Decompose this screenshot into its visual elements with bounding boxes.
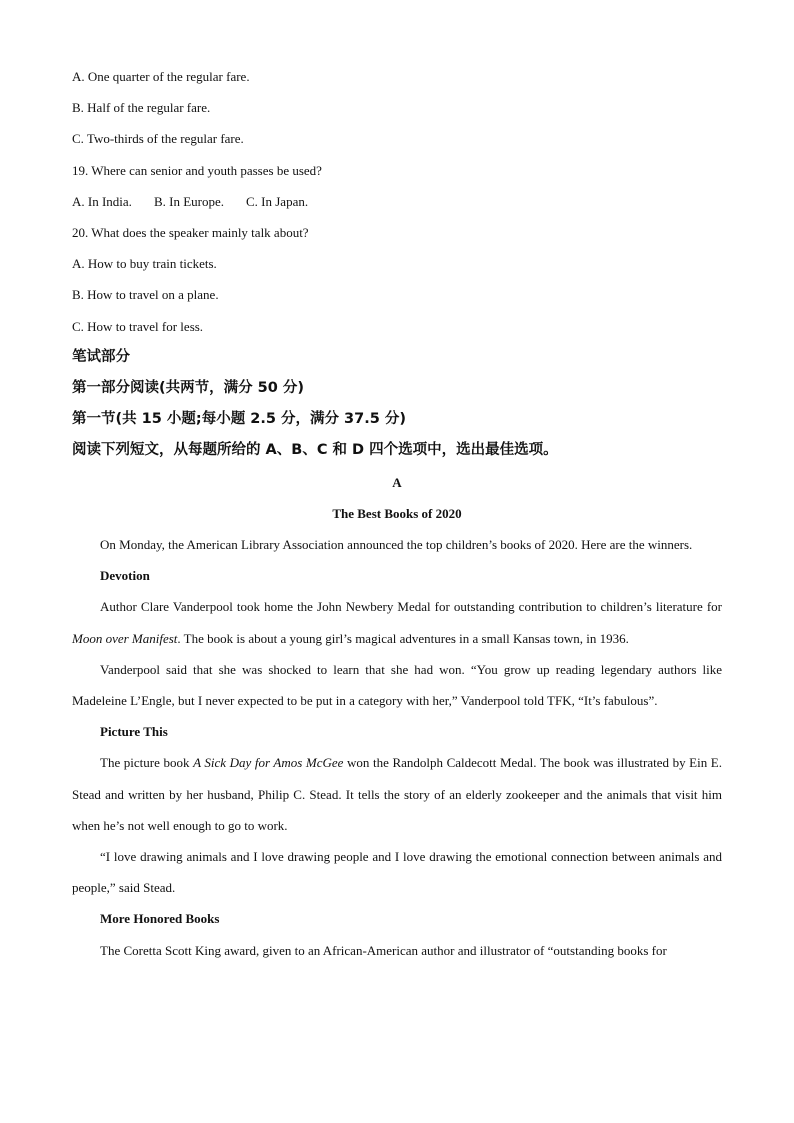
section-heading-devotion: Devotion [100, 568, 150, 584]
picture-this-paragraph-1 [72, 747, 722, 841]
devotion-p1-text-b: . The book is about a young girl’s magical adventures in a small Kansas town, in 1936. [177, 630, 629, 646]
devotion-paragraph-2: Vanderpool said that she was shocked to learn that she had won. “You grow up reading legendary authors like Madeleine L’Engle, but I never expected to be put in a category with her,” Vanderpool told TFK, “It’s fabulous”. [72, 661, 722, 709]
q19-question: 19. Where can senior and youth passes be used? [72, 162, 322, 178]
reading-part-title: 第一部分阅读(共两节，满分 50 分) [72, 380, 305, 397]
book-title-amos-mcgee: A Sick Day for Amos McGee [193, 755, 344, 771]
book-title-moon-over-manifest: Moon over Manifest [72, 630, 178, 646]
q20-option-b: B. How to travel on a plane. [72, 287, 219, 303]
q20-question: 20. What does the speaker mainly talk about? [72, 225, 309, 241]
section-heading-picture-this: Picture This [100, 724, 168, 740]
q20-option-a: A. How to buy train tickets. [72, 256, 217, 272]
q19-option-b: B. In Europe. [153, 193, 224, 209]
q20-option-c: C. How to travel for less. [72, 318, 204, 334]
picture-this-paragraph-2: “I love drawing animals and I love drawing people and I love drawing the emotional connection between animals and people,” said Stead. [72, 849, 722, 896]
passage-title: The Best Books of 2020 [332, 505, 462, 521]
q18-option-a: A. One quarter of the regular fare. [72, 69, 250, 84]
document-page [72, 61, 722, 966]
picture-p1-text-b: won the Randolph Caldecott Medal. The book was illustrated by Ein E. Stead and written by her husband, Philip C. Stead. It tells the story of an elderly zookeeper and the animals that visit him when he’s not well enough to go to work. [72, 755, 722, 833]
passage-intro: On Monday, the American Library Association announced the top children’s books of 2020. Here are the winners. [100, 537, 693, 553]
q19-option-c: C. In Japan. [245, 193, 309, 209]
passage-letter: A [392, 474, 402, 490]
more-honored-paragraph-1: The Coretta Scott King award, given to an African-American author and illustrator of “outstanding books for [100, 942, 667, 958]
q18-option-c: C. Two-thirds of the regular fare. [72, 131, 244, 147]
devotion-paragraph-1 [72, 591, 722, 653]
section-heading-more-honored-books: More Honored Books [100, 911, 220, 927]
q18-option-b: B. Half of the regular fare. [72, 100, 211, 116]
q19-option-a: A. In India. [72, 193, 132, 209]
picture-p1-text-a: The picture book [100, 755, 194, 771]
subsection-title: 第一节(共 15 小题;每小题 2.5 分，满分 37.5 分) [72, 411, 406, 428]
q19-options [72, 186, 722, 217]
devotion-p1-text-a: Author Clare Vanderpool took home the John Newbery Medal for outstanding contribution to children’s literature for [100, 599, 722, 615]
instruction: 阅读下列短文，从每题所给的 A、B、C 和 D 四个选项中，选出最佳选项。 [72, 442, 558, 459]
written-section-title: 笔试部分 [72, 348, 130, 365]
